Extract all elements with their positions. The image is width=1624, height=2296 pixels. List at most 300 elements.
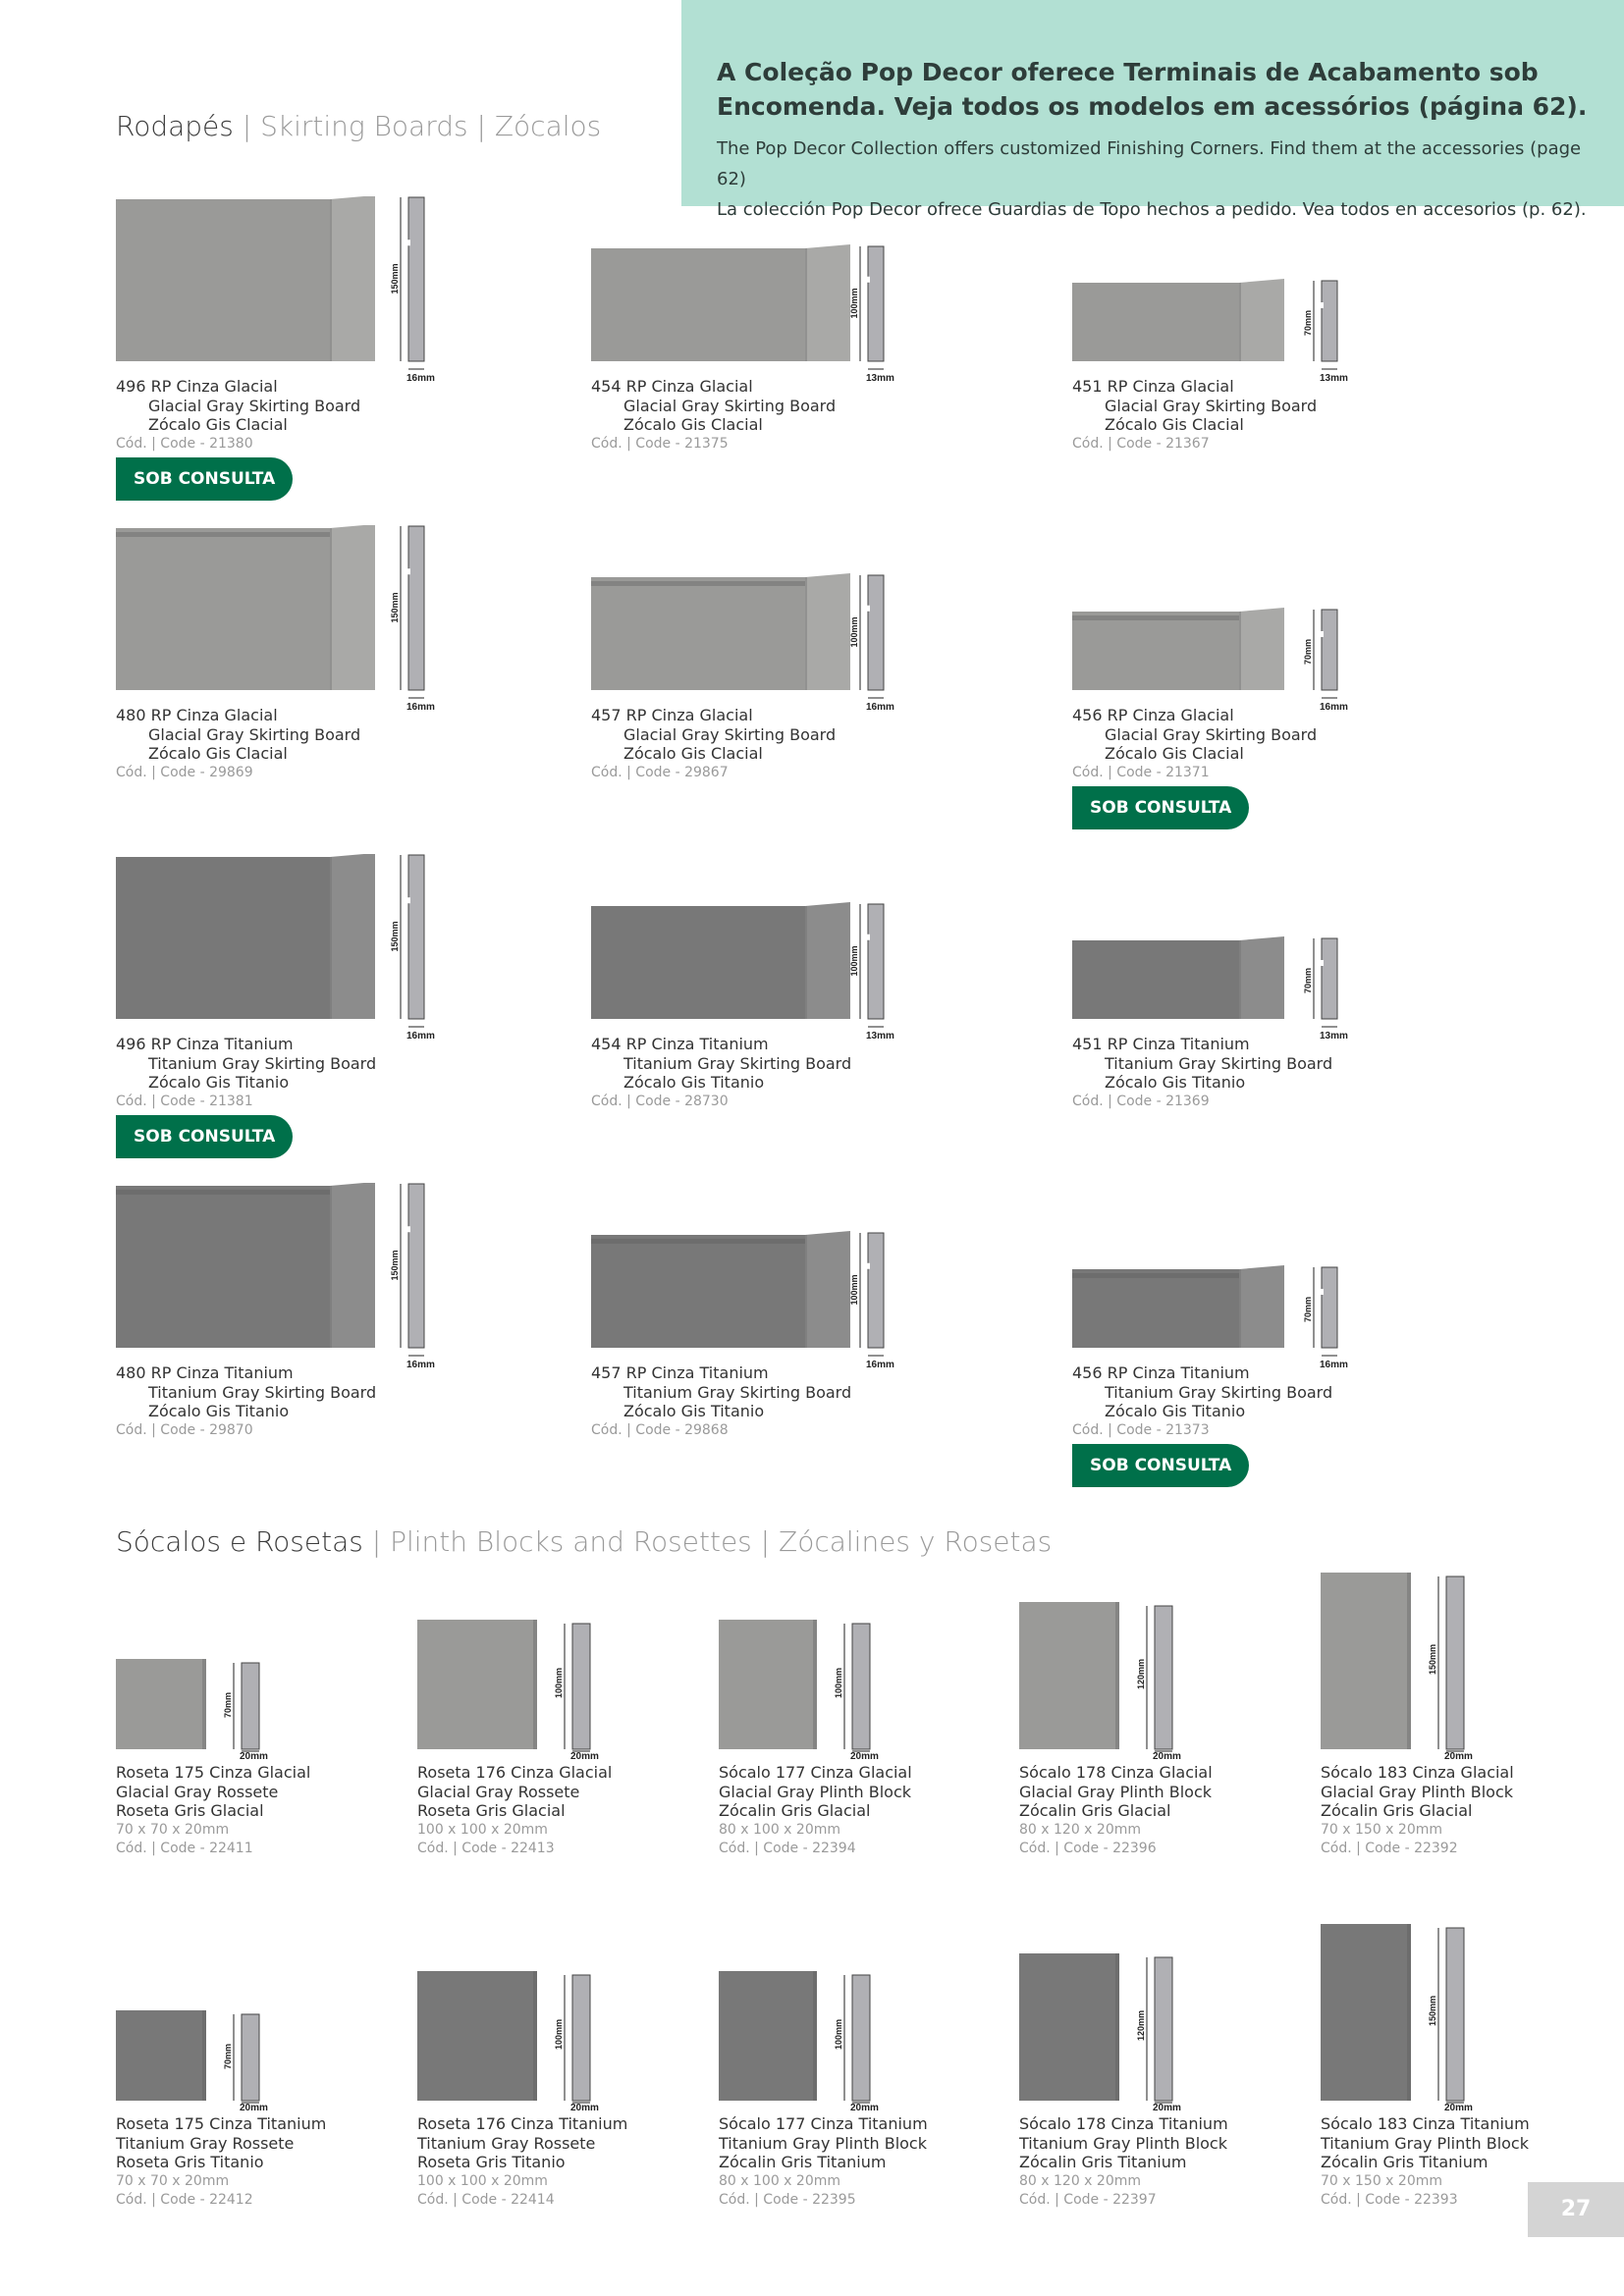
- board-face: [1072, 940, 1239, 1019]
- block-face: [1019, 1953, 1119, 2101]
- product-name-en: Titanium Gray Skirting Board: [1105, 1053, 1333, 1073]
- product-name-en: Glacial Gray Skirting Board: [1105, 396, 1318, 415]
- product-dimensions: 100 x 100 x 20mm: [417, 1821, 548, 1838]
- product-name: 457 RP Cinza Titanium: [591, 1363, 769, 1382]
- board-edge: [330, 199, 332, 361]
- product-name-es: Zócalin Gris Titanium: [1019, 2153, 1187, 2171]
- product-name: 480 RP Cinza Titanium: [116, 1363, 294, 1382]
- product-code: Cód. | Code - 22396: [1019, 1841, 1157, 1856]
- profile-section: [1446, 1576, 1464, 1749]
- skirting-board-image: [591, 525, 945, 721]
- product-code: Cód. | Code - 21369: [1072, 1093, 1210, 1109]
- product-name-es: Zócalo Gis Clacial: [148, 744, 288, 763]
- board-end: [1239, 279, 1284, 361]
- block-edge: [533, 1620, 537, 1749]
- product-name-en: Glacial Gray Skirting Board: [1105, 724, 1318, 744]
- width-label: 20mm: [570, 2103, 599, 2110]
- section-title-en: Plinth Blocks and Rosettes: [390, 1525, 752, 1558]
- product-name-es: Zócalo Gis Titanio: [1105, 1402, 1246, 1420]
- width-label: 20mm: [850, 2103, 879, 2110]
- product-code: Cód. | Code - 28730: [591, 1093, 729, 1109]
- product-dimensions: 80 x 100 x 20mm: [719, 1821, 840, 1838]
- profile-notch: [405, 240, 410, 245]
- profile-notch: [1318, 1289, 1324, 1295]
- product-name-en: Titanium Gray Rossete: [116, 2133, 295, 2153]
- height-label: 150mm: [1428, 1643, 1437, 1675]
- product-dimensions: 80 x 100 x 20mm: [719, 2172, 840, 2189]
- product-name-es: Zócalo Gis Clacial: [623, 744, 763, 763]
- profile-section: [1322, 610, 1337, 690]
- product-name-en: Titanium Gray Skirting Board: [623, 1382, 852, 1402]
- width-label: 20mm: [850, 1751, 879, 1759]
- product-dimensions: 80 x 120 x 20mm: [1019, 2172, 1141, 2189]
- product-caption: [116, 706, 360, 782]
- profile-section: [868, 246, 884, 361]
- width-label: 13mm: [866, 373, 894, 384]
- product-code: Cód. | Code - 22412: [116, 2192, 253, 2208]
- board-edge: [1239, 283, 1241, 361]
- product-name-en: Titanium Gray Plinth Block: [1019, 2133, 1227, 2153]
- profile-notch: [864, 1263, 870, 1269]
- board-face: [116, 1186, 330, 1348]
- product-name: 496 RP Cinza Titanium: [116, 1035, 294, 1053]
- width-label: 20mm: [1153, 1751, 1181, 1759]
- product-caption: [116, 2114, 326, 2211]
- block-face: [116, 1659, 206, 1749]
- board-edge: [805, 577, 807, 690]
- board-edge: [805, 906, 807, 1019]
- width-label: 20mm: [570, 1751, 599, 1759]
- width-label: 20mm: [240, 2103, 268, 2110]
- block-face: [719, 1620, 817, 1749]
- height-label: 70mm: [1303, 638, 1313, 665]
- profile-section: [1155, 1606, 1172, 1749]
- height-label: 70mm: [1303, 309, 1313, 336]
- block-face: [1321, 1573, 1411, 1749]
- product-name: 480 RP Cinza Glacial: [116, 706, 278, 724]
- block-edge: [1115, 1602, 1119, 1749]
- height-label: 70mm: [223, 1691, 233, 1718]
- product-name-es: Zócalin Gris Glacial: [1019, 1801, 1171, 1820]
- product-name-en: Titanium Gray Skirting Board: [148, 1053, 377, 1073]
- profile-notch: [864, 606, 870, 612]
- product-name-en: Titanium Gray Rossete: [417, 2133, 596, 2153]
- height-label: 70mm: [1303, 1296, 1313, 1322]
- product-name-es: Roseta Gris Titanio: [116, 2153, 264, 2171]
- profile-section: [572, 1624, 590, 1749]
- board-edge: [330, 1186, 332, 1348]
- section-title-pt: Sócalos e Rosetas: [116, 1525, 363, 1558]
- product-name: Sócalo 178 Cinza Titanium: [1019, 2114, 1228, 2133]
- profile-section: [852, 1624, 870, 1749]
- product-name-en: Glacial Gray Plinth Block: [1019, 1782, 1213, 1801]
- height-label: 100mm: [849, 616, 859, 648]
- product-code: Cód. | Code - 22397: [1019, 2192, 1157, 2208]
- skirting-board-image: [1072, 1183, 1426, 1379]
- width-label: 20mm: [240, 1751, 268, 1759]
- profile-section: [1155, 1957, 1172, 2101]
- product-name-es: Zócalo Gis Titanio: [148, 1402, 290, 1420]
- height-label: 150mm: [390, 1250, 400, 1281]
- profile-notch: [1318, 302, 1324, 308]
- height-label: 150mm: [390, 592, 400, 623]
- product-dimensions: 70 x 70 x 20mm: [116, 2172, 230, 2189]
- profile-section: [242, 1663, 259, 1749]
- product-name: Sócalo 177 Cinza Glacial: [719, 1763, 912, 1782]
- plinth-block-image: [719, 1553, 945, 1759]
- board-moulding: [116, 532, 330, 537]
- product-name: Sócalo 183 Cinza Glacial: [1321, 1763, 1514, 1782]
- block-edge: [1115, 1953, 1119, 2101]
- title-separator: |: [242, 110, 252, 142]
- board-moulding: [591, 1239, 805, 1244]
- profile-notch: [405, 1226, 410, 1232]
- board-edge: [805, 248, 807, 361]
- board-face: [116, 857, 330, 1019]
- product-name-en: Glacial Gray Skirting Board: [623, 724, 837, 744]
- board-edge: [330, 857, 332, 1019]
- product-name: 451 RP Cinza Glacial: [1072, 377, 1234, 396]
- plinth-block-image: [1321, 1553, 1546, 1759]
- product-name-es: Zócalo Gis Clacial: [148, 415, 288, 434]
- height-label: 100mm: [554, 2018, 564, 2050]
- title-separator: |: [371, 1525, 382, 1558]
- board-face: [1072, 1269, 1239, 1348]
- product-caption: [1072, 1035, 1332, 1111]
- width-label: 16mm: [1320, 1360, 1348, 1370]
- product-name: Sócalo 178 Cinza Glacial: [1019, 1763, 1213, 1782]
- product-name-es: Zócalo Gis Clacial: [1105, 744, 1244, 763]
- sob-consulta-badge: SOB CONSULTA: [1072, 1444, 1249, 1487]
- skirting-board-image: [591, 196, 945, 393]
- profile-section: [1322, 938, 1337, 1019]
- profile-section: [408, 526, 424, 690]
- product-name-en: Glacial Gray Plinth Block: [1321, 1782, 1514, 1801]
- profile-section: [1322, 1267, 1337, 1348]
- product-name-en: Titanium Gray Skirting Board: [623, 1053, 852, 1073]
- product-name-es: Zócalo Gis Titanio: [1105, 1073, 1246, 1092]
- height-label: 70mm: [223, 2043, 233, 2069]
- board-edge: [1239, 940, 1241, 1019]
- product-name-en: Glacial Gray Skirting Board: [148, 724, 361, 744]
- product-name-en: Titanium Gray Plinth Block: [1321, 2133, 1529, 2153]
- skirting-board-image: [116, 1183, 469, 1379]
- product-code: Cód. | Code - 29869: [116, 764, 253, 780]
- width-label: 16mm: [406, 702, 435, 713]
- board-end: [805, 573, 850, 690]
- sob-consulta-badge: SOB CONSULTA: [116, 1115, 293, 1158]
- product-dimensions: 70 x 150 x 20mm: [1321, 1821, 1442, 1838]
- block-edge: [813, 1620, 817, 1749]
- profile-notch: [405, 568, 410, 574]
- product-name-en: Glacial Gray Skirting Board: [148, 396, 361, 415]
- product-name-es: Zócalo Gis Titanio: [623, 1402, 765, 1420]
- product-caption: [1321, 2114, 1530, 2211]
- skirting-board-image: [116, 854, 469, 1050]
- product-caption: [417, 2114, 627, 2211]
- board-edge: [805, 1235, 807, 1348]
- product-code: Cód. | Code - 22393: [1321, 2192, 1458, 2208]
- profile-section: [408, 1184, 424, 1348]
- product-code: Cód. | Code - 22413: [417, 1841, 555, 1856]
- width-label: 13mm: [866, 1031, 894, 1041]
- profile-section: [242, 2014, 259, 2101]
- width-label: 16mm: [866, 702, 894, 713]
- board-edge: [330, 528, 332, 690]
- height-label: 70mm: [1303, 967, 1313, 993]
- product-name-es: Zócalo Gis Clacial: [623, 415, 763, 434]
- skirting-board-image: [1072, 196, 1426, 393]
- product-caption: [591, 377, 836, 454]
- banner-subtitle-es: La colección Pop Decor ofrece Guardias de Topo hechos a pedido. Vea todos en accesorios (p. 62).: [717, 199, 1587, 220]
- product-dimensions: 80 x 120 x 20mm: [1019, 1821, 1141, 1838]
- board-end: [330, 854, 375, 1019]
- width-label: 16mm: [406, 1360, 435, 1370]
- board-face: [591, 906, 805, 1019]
- plinth-block-image: [116, 1904, 342, 2110]
- product-caption: [591, 706, 836, 782]
- width-label: 16mm: [1320, 702, 1348, 713]
- product-name: Roseta 176 Cinza Titanium: [417, 2114, 628, 2133]
- product-name-es: Zócalin Gris Glacial: [719, 1801, 871, 1820]
- board-face: [591, 577, 805, 690]
- section-title-es: Zócalines y Rosetas: [779, 1525, 1053, 1558]
- width-label: 13mm: [1320, 373, 1348, 384]
- product-code: Cód. | Code - 21371: [1072, 764, 1210, 780]
- product-name-es: Zócalo Gis Titanio: [623, 1073, 765, 1092]
- product-name-en: Titanium Gray Plinth Block: [719, 2133, 927, 2153]
- height-label: 120mm: [1136, 1658, 1146, 1689]
- product-name-en: Glacial Gray Rossete: [116, 1782, 279, 1801]
- plinth-block-image: [719, 1904, 945, 2110]
- product-name-es: Zócalo Gis Clacial: [1105, 415, 1244, 434]
- product-caption: [1019, 1763, 1213, 1859]
- height-label: 100mm: [554, 1667, 564, 1698]
- profile-notch: [1318, 960, 1324, 966]
- profile-section: [1322, 281, 1337, 361]
- board-face: [591, 248, 805, 361]
- product-name: Roseta 175 Cinza Titanium: [116, 2114, 327, 2133]
- block-face: [719, 1971, 817, 2101]
- profile-section: [572, 1975, 590, 2101]
- product-name: 454 RP Cinza Titanium: [591, 1035, 769, 1053]
- section-title-skirting: [116, 110, 601, 142]
- skirting-board-image: [1072, 854, 1426, 1050]
- board-end: [1239, 936, 1284, 1019]
- plinth-block-image: [1019, 1904, 1245, 2110]
- block-face: [417, 1971, 537, 2101]
- width-label: 20mm: [1444, 2103, 1473, 2110]
- block-face: [417, 1620, 537, 1749]
- height-label: 100mm: [849, 1274, 859, 1306]
- block-edge: [813, 1971, 817, 2101]
- board-face: [1072, 283, 1239, 361]
- product-dimensions: 70 x 70 x 20mm: [116, 1821, 230, 1838]
- product-name-en: Titanium Gray Skirting Board: [148, 1382, 377, 1402]
- product-dimensions: 100 x 100 x 20mm: [417, 2172, 548, 2189]
- product-code: Cód. | Code - 22394: [719, 1841, 856, 1856]
- height-label: 100mm: [834, 1667, 843, 1698]
- width-label: 20mm: [1153, 2103, 1181, 2110]
- product-code: Cód. | Code - 29870: [116, 1421, 253, 1438]
- product-name: 451 RP Cinza Titanium: [1072, 1035, 1250, 1053]
- profile-notch: [1318, 631, 1324, 637]
- product-name: 496 RP Cinza Glacial: [116, 377, 278, 396]
- product-caption: [719, 2114, 928, 2211]
- skirting-board-image: [116, 525, 469, 721]
- block-edge: [202, 2010, 206, 2101]
- product-name-es: Zócalo Gis Titanio: [148, 1073, 290, 1092]
- profile-notch: [864, 934, 870, 940]
- product-code: Cód. | Code - 29868: [591, 1421, 729, 1438]
- profile-section: [408, 855, 424, 1019]
- product-name-es: Roseta Gris Titanio: [417, 2153, 566, 2171]
- section-title-pt: Rodapés: [116, 110, 234, 142]
- product-name: Roseta 175 Cinza Glacial: [116, 1763, 311, 1782]
- height-label: 150mm: [1428, 1995, 1437, 2026]
- page-number: 27: [1528, 2182, 1624, 2237]
- block-face: [116, 2010, 206, 2101]
- profile-section: [852, 1975, 870, 2101]
- product-name: 456 RP Cinza Glacial: [1072, 706, 1234, 724]
- product-dimensions: 70 x 150 x 20mm: [1321, 2172, 1442, 2189]
- sob-consulta-badge: SOB CONSULTA: [1072, 786, 1249, 829]
- product-code: Cód. | Code - 29867: [591, 764, 729, 780]
- product-name: 457 RP Cinza Glacial: [591, 706, 753, 724]
- plinth-block-image: [417, 1553, 643, 1759]
- product-code: Cód. | Code - 21380: [116, 435, 253, 452]
- product-name-en: Glacial Gray Rossete: [417, 1782, 580, 1801]
- height-label: 100mm: [834, 2018, 843, 2050]
- board-end: [805, 244, 850, 361]
- height-label: 150mm: [390, 263, 400, 294]
- product-name-es: Roseta Gris Glacial: [116, 1801, 264, 1820]
- board-moulding: [116, 1190, 330, 1195]
- product-code: Cód. | Code - 22392: [1321, 1841, 1458, 1856]
- product-caption: [591, 1035, 851, 1111]
- banner-subtitle-en: The Pop Decor Collection offers customized Finishing Corners. Find them at the accessories (page 62): [717, 138, 1582, 189]
- block-edge: [1407, 1573, 1411, 1749]
- product-caption: [417, 1763, 612, 1859]
- profile-section: [868, 575, 884, 690]
- plinth-block-image: [1019, 1553, 1245, 1759]
- profile-notch: [864, 277, 870, 283]
- width-label: 16mm: [866, 1360, 894, 1370]
- board-end: [1239, 1265, 1284, 1348]
- height-label: 150mm: [390, 921, 400, 952]
- product-name-es: Zócalin Gris Glacial: [1321, 1801, 1473, 1820]
- product-name-en: Glacial Gray Skirting Board: [623, 396, 837, 415]
- board-edge: [1239, 1269, 1241, 1348]
- product-name: Sócalo 183 Cinza Titanium: [1321, 2114, 1530, 2133]
- board-end: [805, 902, 850, 1019]
- block-edge: [202, 1659, 206, 1749]
- block-face: [1321, 1924, 1411, 2101]
- width-label: 16mm: [406, 373, 435, 384]
- product-name-es: Zócalin Gris Titanium: [1321, 2153, 1489, 2171]
- product-caption: [116, 1363, 376, 1440]
- product-name-es: Zócalin Gris Titanium: [719, 2153, 887, 2171]
- section-title-es: Zócalos: [494, 110, 602, 142]
- product-code: Cód. | Code - 21367: [1072, 435, 1210, 452]
- profile-section: [868, 904, 884, 1019]
- product-caption: [116, 1035, 376, 1111]
- product-code: Cód. | Code - 21373: [1072, 1421, 1210, 1438]
- plinth-block-image: [116, 1553, 342, 1759]
- product-caption: [1072, 706, 1317, 782]
- board-face: [1072, 612, 1239, 690]
- product-code: Cód. | Code - 21381: [116, 1093, 253, 1109]
- board-face: [116, 528, 330, 690]
- skirting-board-image: [1072, 525, 1426, 721]
- title-separator: |: [760, 1525, 771, 1558]
- plinth-block-image: [417, 1904, 643, 2110]
- product-caption: [1072, 1363, 1332, 1440]
- board-end: [805, 1231, 850, 1348]
- board-moulding: [1072, 1273, 1239, 1278]
- width-label: 13mm: [1320, 1031, 1348, 1041]
- profile-section: [868, 1233, 884, 1348]
- height-label: 100mm: [849, 945, 859, 977]
- product-caption: [116, 1763, 310, 1859]
- section-title-en: Skirting Boards: [260, 110, 468, 142]
- product-code: Cód. | Code - 22414: [417, 2192, 555, 2208]
- profile-section: [408, 197, 424, 361]
- board-face: [116, 199, 330, 361]
- product-name: Roseta 176 Cinza Glacial: [417, 1763, 613, 1782]
- product-name-en: Titanium Gray Skirting Board: [1105, 1382, 1333, 1402]
- board-moulding: [591, 581, 805, 586]
- product-code: Cód. | Code - 22395: [719, 2192, 856, 2208]
- skirting-board-image: [116, 196, 469, 393]
- board-end: [1239, 608, 1284, 690]
- board-end: [330, 525, 375, 690]
- product-name-es: Roseta Gris Glacial: [417, 1801, 566, 1820]
- product-caption: [1072, 377, 1317, 454]
- block-edge: [533, 1971, 537, 2101]
- product-caption: [116, 377, 360, 454]
- product-name-en: Glacial Gray Plinth Block: [719, 1782, 912, 1801]
- product-name: 456 RP Cinza Titanium: [1072, 1363, 1250, 1382]
- product-caption: [719, 1763, 912, 1859]
- profile-section: [1446, 1928, 1464, 2101]
- height-label: 100mm: [849, 288, 859, 319]
- product-code: Cód. | Code - 21375: [591, 435, 729, 452]
- product-code: Cód. | Code - 22411: [116, 1841, 253, 1856]
- board-face: [591, 1235, 805, 1348]
- board-moulding: [1072, 615, 1239, 620]
- product-name: Sócalo 177 Cinza Titanium: [719, 2114, 928, 2133]
- board-end: [330, 1183, 375, 1348]
- skirting-board-image: [591, 854, 945, 1050]
- product-name: 454 RP Cinza Glacial: [591, 377, 753, 396]
- product-caption: [1019, 2114, 1228, 2211]
- width-label: 20mm: [1444, 1751, 1473, 1759]
- product-caption: [1321, 1763, 1514, 1859]
- width-label: 16mm: [406, 1031, 435, 1041]
- info-banner: [681, 0, 1624, 220]
- height-label: 120mm: [1136, 2009, 1146, 2041]
- plinth-block-image: [1321, 1904, 1546, 2110]
- board-end: [330, 196, 375, 361]
- sob-consulta-badge: SOB CONSULTA: [116, 457, 293, 501]
- skirting-board-image: [591, 1183, 945, 1379]
- product-caption: [591, 1363, 851, 1440]
- block-face: [1019, 1602, 1119, 1749]
- board-edge: [1239, 612, 1241, 690]
- profile-notch: [405, 897, 410, 903]
- block-edge: [1407, 1924, 1411, 2101]
